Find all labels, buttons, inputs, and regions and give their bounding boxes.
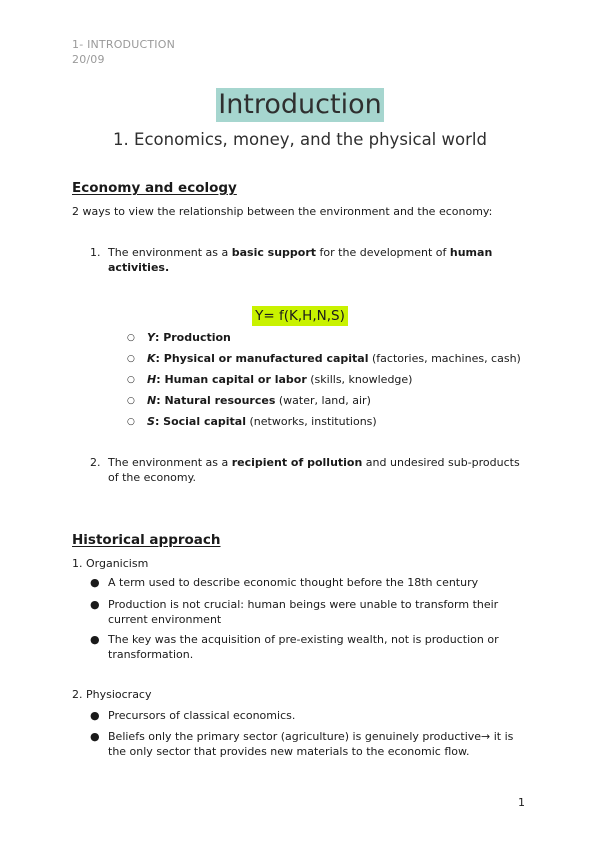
economy-ecology-intro: 2 ways to view the relationship between the environment and the economy: <box>72 205 493 218</box>
bullet-icon: ● <box>90 633 100 646</box>
factor-desc: (skills, knowledge) <box>306 373 413 386</box>
list-item: Precursors of classical economics. <box>108 709 296 722</box>
factor-label: : Physical or manufactured capital <box>155 352 369 365</box>
list-item: A term used to describe economic thought before the 18th century <box>108 576 479 589</box>
item1-number: 1. <box>90 246 101 259</box>
factor-desc: (water, land, air) <box>275 394 371 407</box>
bullet-icon: ● <box>90 576 100 589</box>
page-number: 1 <box>518 796 525 809</box>
physiocracy-title: 2. Physiocracy <box>72 688 152 701</box>
item2-text-b: and undesired sub-products of the economy. <box>108 456 520 484</box>
item2-text <box>108 456 528 485</box>
factor-label: : Social capital <box>154 415 246 428</box>
factor-symbol: N <box>147 394 157 407</box>
item1-text-a: The environment as a <box>108 246 232 259</box>
factor-desc: (factories, machines, cash) <box>368 352 521 365</box>
formula-container <box>0 305 600 326</box>
circle-bullet-icon: ○ <box>127 417 135 427</box>
bullet-icon: ● <box>90 709 100 722</box>
factor-label: : Production <box>154 331 231 344</box>
item1-bold-a: basic support <box>231 246 317 259</box>
circle-bullet-icon: ○ <box>127 375 135 385</box>
header-date: 20/09 <box>72 53 105 66</box>
item2-text-a: The environment as a <box>108 456 232 469</box>
factor-desc: (networks, institutions) <box>246 415 377 428</box>
item1-text-b: for the development of <box>316 246 450 259</box>
list-item: The key was the acquisition of pre-existing wealth, not is production or transformation. <box>108 633 499 661</box>
circle-bullet-icon: ○ <box>127 396 135 406</box>
factor-symbol: H <box>147 373 157 386</box>
bullet-icon: ● <box>90 598 100 611</box>
organicism-title: 1. Organicism <box>72 557 149 570</box>
circle-bullet-icon: ○ <box>127 354 135 364</box>
page-subtitle: 1. Economics, money, and the physical world <box>113 130 487 149</box>
item2-number: 2. <box>90 456 101 469</box>
item1-text <box>108 246 528 275</box>
production-formula: Y= f(K,H,N,S) <box>252 306 348 326</box>
circle-bullet-icon: ○ <box>127 333 135 343</box>
economy-ecology-heading: Economy and ecology <box>72 180 237 196</box>
item2-bold-a: recipient of pollution <box>231 456 363 469</box>
list-item: Production is not crucial: human beings were unable to transform their current environment <box>108 598 499 626</box>
list-item: Beliefs only the primary sector (agriculture) is genuinely productive→ it is the only sector that provides new materials to the economic flow. <box>108 730 514 758</box>
historical-heading: Historical approach <box>72 532 221 548</box>
factor-symbol: Y <box>147 331 155 344</box>
factor-label: : Human capital or labor <box>156 373 307 386</box>
page-title: Introduction <box>218 89 382 120</box>
title-container <box>0 88 600 122</box>
header-section: 1- INTRODUCTION <box>72 38 176 51</box>
factor-label: : Natural resources <box>156 394 276 407</box>
factor-symbol: S <box>147 415 155 428</box>
item1-bold-b: human activities. <box>108 246 493 274</box>
bullet-icon: ● <box>90 730 100 743</box>
factor-symbol: K <box>147 352 156 365</box>
